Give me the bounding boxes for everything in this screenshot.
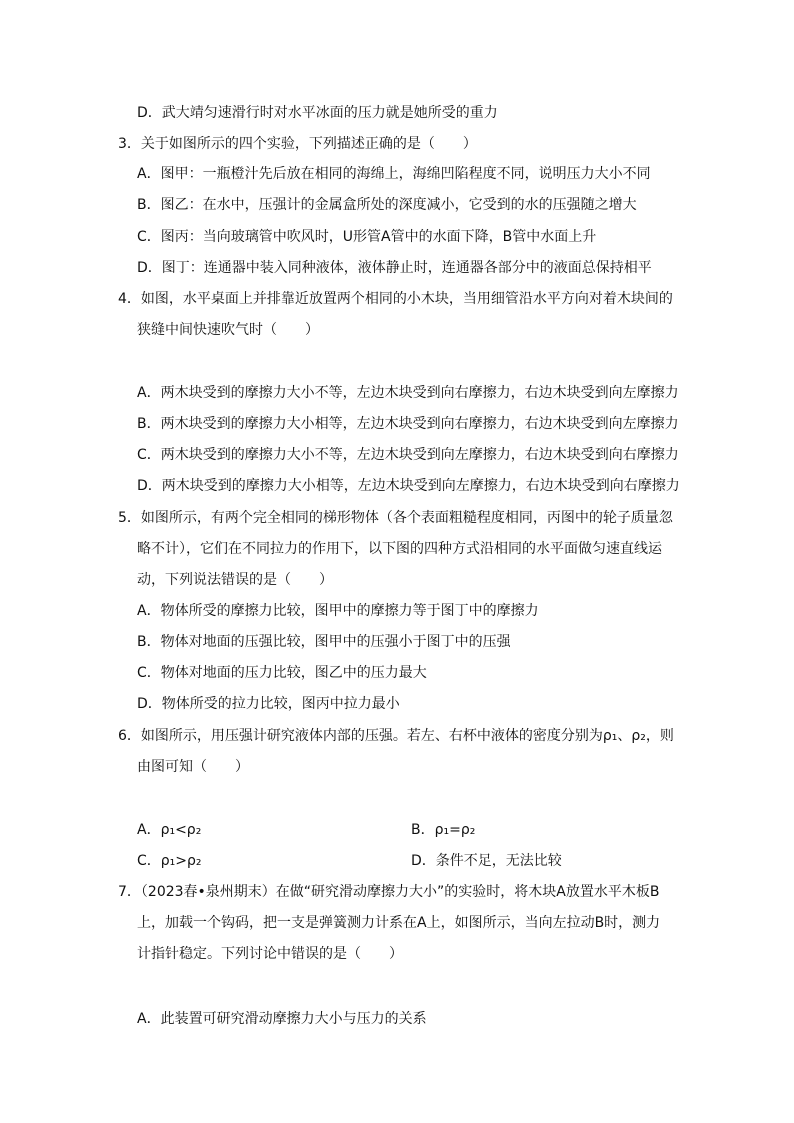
q5-option-a: A．物体所受的摩擦力比较，图甲中的摩擦力等于图丁中的摩擦力: [137, 603, 539, 619]
q4-option-a: A．两木块受到的摩擦力大小不等，左边木块受到向右摩擦力，右边木块受到向左摩擦力: [137, 385, 679, 401]
q3-option-c: C．图丙：当向玻璃管中吹风时，U形管A管中的水面下降，B管中水面上升: [137, 229, 597, 245]
q3-option-b: B．图乙：在水中，压强计的金属盒所处的深度减小，它受到的水的压强随之增大: [137, 197, 637, 213]
q5-option-d: D．物体所受的拉力比较，图丙中拉力最小: [137, 696, 400, 712]
q4-option-c: C．两木块受到的摩擦力大小不等，左边木块受到向左摩擦力，右边木块受到向右摩擦力: [137, 447, 679, 463]
q6-option-c: C．ρ₁>ρ₂: [137, 853, 202, 869]
q6-stem-line1: 6．如图所示，用压强计研究液体内部的压强。若左、右杯中液体的密度分别为ρ₁、ρ₂，则: [118, 728, 674, 744]
q5-option-c: C．物体对地面的压力比较，图乙中的压力最大: [137, 665, 427, 681]
q6-option-a: A．ρ₁<ρ₂: [137, 822, 202, 838]
q5-stem-line2: 略不计），它们在不同拉力的作用下，以下图的四种方式沿相同的水平面做匀速直线运: [137, 541, 662, 557]
q7-option-a: A．此装置可研究滑动摩擦力大小与压力的关系: [137, 1011, 427, 1027]
q4-option-b: B．两木块受到的摩擦力大小相等，左边木块受到向右摩擦力，右边木块受到向左摩擦力: [137, 416, 679, 432]
q5-stem-line1: 5．如图所示，有两个完全相同的梯形物体（各个表面粗糙程度相同，丙图中的轮子质量忽: [118, 510, 673, 526]
q7-stem-line2: 上，加载一个钩码，把一支是弹簧测力计系在A上，如图所示，当向左拉动B时，测力: [137, 915, 661, 931]
q5-stem-line3: 动，下列说法错误的是（ ）: [137, 572, 333, 588]
q3-option-a: A．图甲：一瓶橙汁先后放在相同的海绵上，海绵凹陷程度不同，说明压力大小不同: [137, 166, 651, 182]
q2-option-d: D．武大靖匀速滑行时对水平冰面的压力就是她所受的重力: [137, 105, 498, 121]
q6-option-b: B．ρ₁=ρ₂: [411, 822, 476, 838]
q5-option-b: B．物体对地面的压强比较，图甲中的压强小于图丁中的压强: [137, 634, 511, 650]
q4-stem-line2: 狭缝中间快速吹气时（ ）: [137, 322, 319, 338]
q4-stem-line1: 4．如图，水平桌面上并排靠近放置两个相同的小木块，当用细管沿水平方向对着木块间的: [118, 291, 673, 307]
q6-stem-line2: 由图可知（ ）: [137, 759, 249, 775]
q4-option-d: D．两木块受到的摩擦力大小相等，左边木块受到向左摩擦力，右边木块受到向右摩擦力: [137, 478, 680, 494]
q3-stem: 3．关于如图所示的四个实验，下列描述正确的是（ ）: [118, 136, 477, 152]
q6-option-d: D．条件不足，无法比较: [411, 853, 562, 869]
q7-stem-line3: 计指针稳定。下列讨论中错误的是（ ）: [137, 946, 403, 962]
q7-stem-line1: 7．（2023春•泉州期末）在做“研究滑动摩擦力大小”的实验时，将木块A放置水平木板B: [118, 884, 660, 900]
q3-option-d: D．图丁：连通器中装入同种液体，液体静止时，连通器各部分中的液面总保持相平: [137, 260, 652, 276]
